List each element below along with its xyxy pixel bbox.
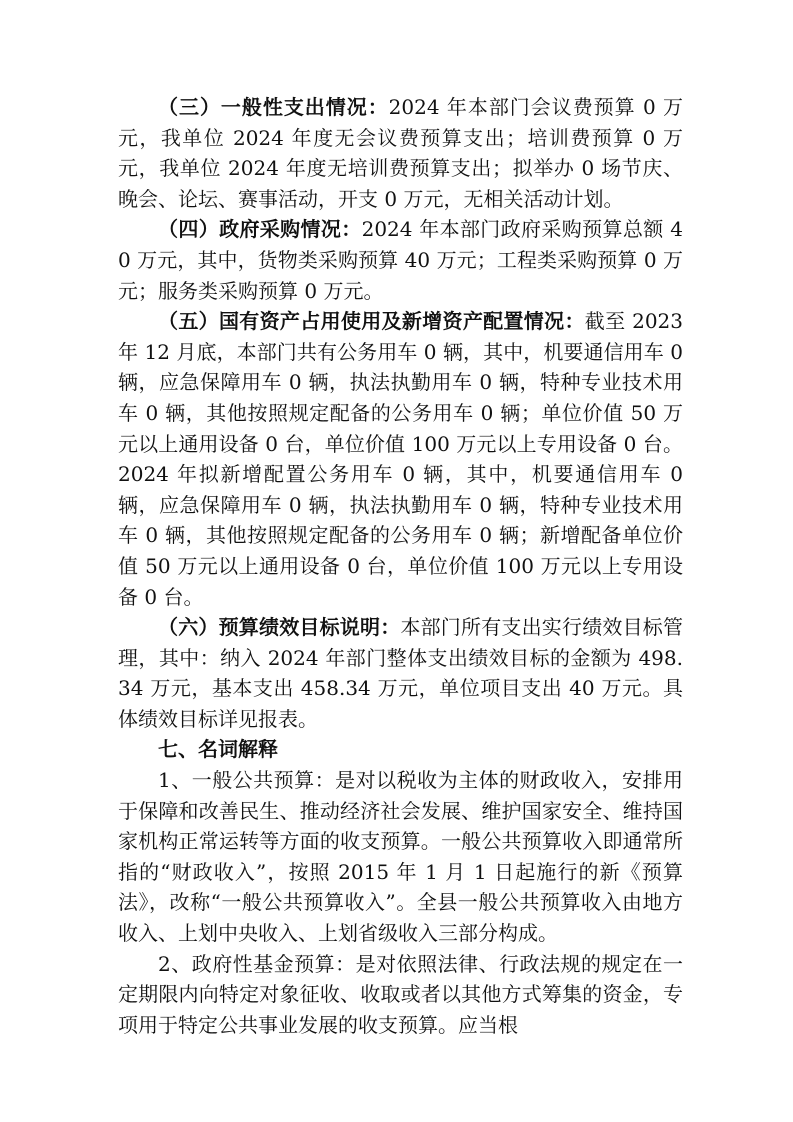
section-heading: 七、名词解释 (158, 737, 278, 762)
paragraph-lead: （四）政府采购情况： (158, 217, 362, 242)
definition-government-fund-budget: 2、政府性基金预算：是对依照法律、行政法规的规定在一定期限内向特定对象征收、收取或者以其他方式筹集的资金，专项用于特定公共事业发展的收支预算。应当根 (118, 951, 683, 1037)
paragraph-text: 本部门所有支出实行绩效目标管理，其中：纳入 2024 年部门整体支出绩效目标的金额为 498.34 万元，基本支出 458.34 万元，单位项目支出 40 万元。具体绩效目标详见报表。 (118, 615, 684, 731)
paragraph-text: 2024 年本部门政府采购预算总额 40 万元，其中，货物类采购预算 40 万元；工程类采购预算 0 万元；服务类采购预算 0 万元。 (118, 217, 683, 303)
paragraph-general-expenditure (118, 92, 683, 214)
paragraph-government-procurement (118, 214, 683, 306)
document-body (118, 92, 683, 1040)
definition-general-public-budget: 1、一般公共预算：是对以税收为主体的财政收入，安排用于保障和改善民生、推动经济社会发展、维护国家安全、维持国家机构正常运转等方面的收支预算。一般公共预算收入即通常所指的“财政收入”，按照 2015 年 1 月 1 日起施行的新《预算法》，改称“一般公共预算收入”。全县一般公共预算收入由地方收入、上划中央收入、上划省级收入三部分构成。 (118, 768, 683, 946)
paragraph-state-assets (118, 306, 683, 612)
paragraph-text: 截至 2023 年 12 月底，本部门共有公务用车 0 辆，其中，机要通信用车 0 辆，应急保障用车 0 辆，执法执勤用车 0 辆，特种专业技术用车 0 辆，其他按照规定配备的公务用车 0 辆；单位价值 50 万元以上通用设备 0 台，单位价值 100 万元以上专用设备 0 台。2024 年拟新增配置公务用车 0 辆，其中，机要通信用车 0 辆，应急保障用车 0 辆，执法执勤用车 0 辆，特种专业技术用车 0 辆，其他按照规定配备的公务用车 0 辆；新增配备单位价值 50 万元以上通用设备 0 台，单位价值 100 万元以上专用设备 0 台。 (118, 309, 684, 609)
paragraph-lead: （六）预算绩效目标说明： (158, 615, 401, 640)
paragraph-performance-goals (118, 612, 683, 734)
paragraph-lead: （三）一般性支出情况： (158, 95, 389, 119)
paragraph-text: 2024 年本部门会议费预算 0 万元，我单位 2024 年度无会议费预算支出；培训费预算 0 万元，我单位 2024 年度无培训费预算支出；拟举办 0 场节庆、晚会、论坛、赛事活动，开支 0 万元，无相关活动计划。 (118, 95, 684, 211)
paragraph-lead: （五）国有资产占用使用及新增资产配置情况： (158, 309, 585, 334)
